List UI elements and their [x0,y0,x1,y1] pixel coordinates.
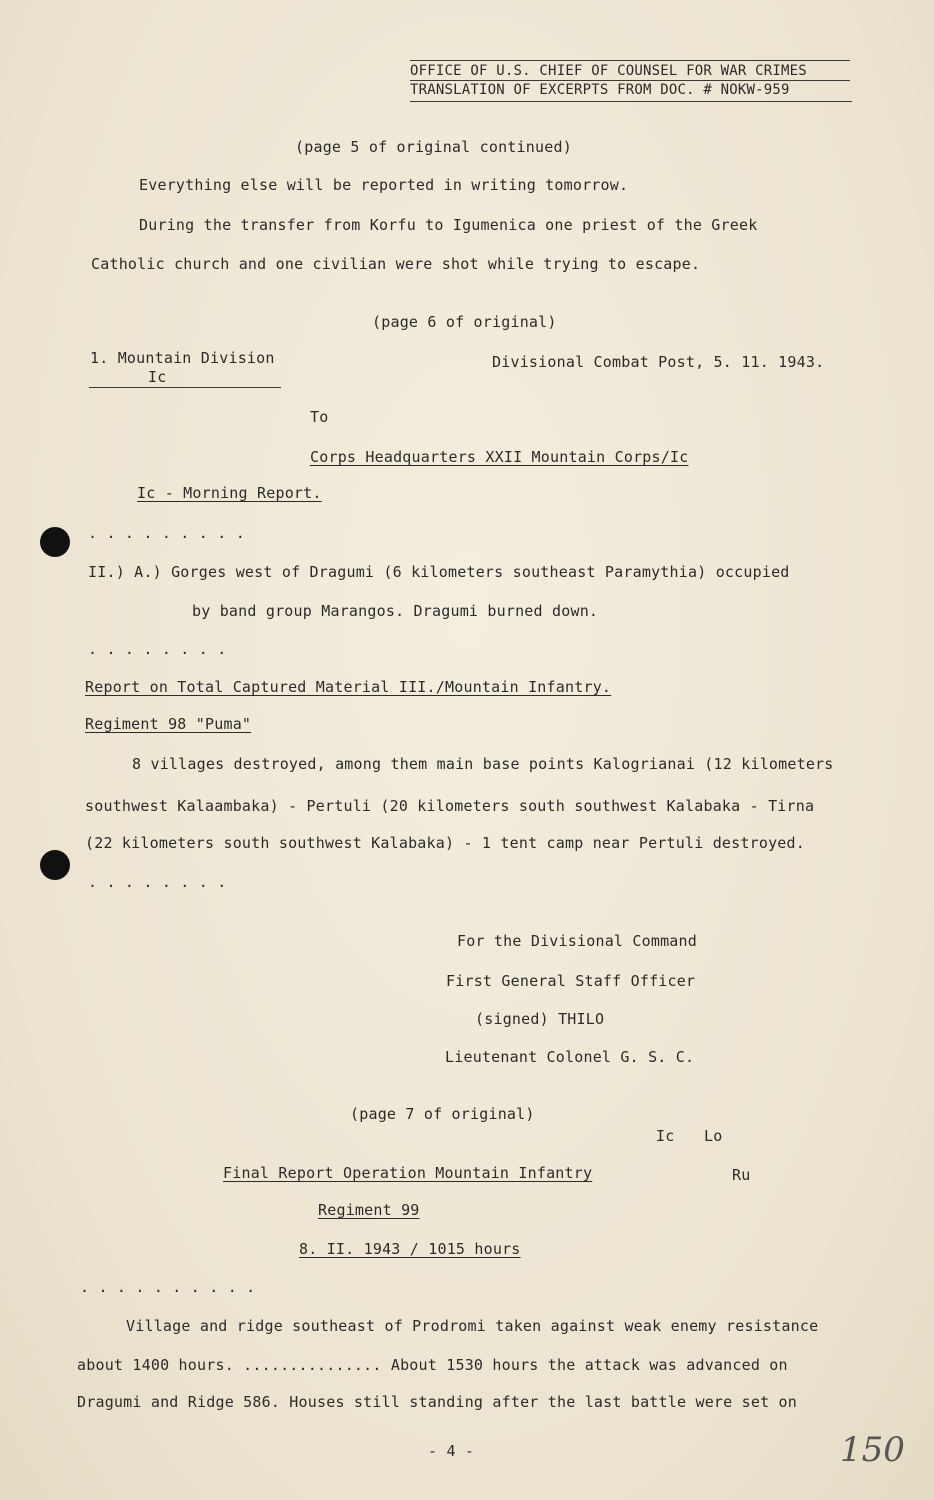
page-number: - 4 - [428,1442,475,1460]
distribution-ru: Ru [732,1166,751,1184]
regiment-99-title: Regiment 99 [318,1201,420,1219]
villages-line-2: southwest Kalaambaka) - Pertuli (20 kilometers south southwest Kalabaka - Tirna [85,797,815,815]
final-report-date: 8. II. 1943 / 1015 hours [299,1240,521,1258]
ellipsis-3: . . . . . . . . [88,873,227,891]
sender-section: Ic [148,368,167,386]
header-rule-mid [410,80,850,81]
recipient: Corps Headquarters XXII Mountain Corps/Ic [310,448,689,466]
punch-hole-top [40,527,70,557]
distribution-lo: Lo [704,1127,723,1145]
page-7-note: (page 7 of original) [350,1105,535,1123]
page-5-note: (page 5 of original continued) [295,138,572,156]
paragraph-2-line-2: Catholic church and one civilian were shot while trying to escape. [91,255,701,273]
header-rule-bottom [410,101,852,102]
villages-line-1: 8 villages destroyed, among them main base points Kalogrianai (12 kilometers [132,755,834,773]
regiment-98-title: Regiment 98 "Puma" [85,715,252,733]
signature-line-3: (signed) THILO [475,1010,605,1028]
punch-hole-bottom [40,850,70,880]
paragraph-1: Everything else will be reported in writing tomorrow. [139,176,629,194]
sender-rule [89,387,281,388]
final-line-1: Village and ridge southeast of Prodromi taken against weak enemy resistance [126,1317,819,1335]
paragraph-2-line-1: During the transfer from Korfu to Igumenica one priest of the Greek [139,216,758,234]
final-line-2: about 1400 hours. ............... About 1530 hours the attack was advanced on [77,1356,788,1374]
captured-material-title: Report on Total Captured Material III./Mountain Infantry. [85,678,612,696]
signature-line-2: First General Staff Officer [446,972,696,990]
signature-line-4: Lieutenant Colonel G. S. C. [445,1048,695,1066]
signature-line-1: For the Divisional Command [457,932,697,950]
sender-unit: 1. Mountain Division [90,349,275,367]
villages-line-3: (22 kilometers south southwest Kalabaka) - 1 tent camp near Pertuli destroyed. [85,834,805,852]
final-line-3: Dragumi and Ridge 586. Houses still standing after the last battle were set on [77,1393,797,1411]
ellipsis-2: . . . . . . . . [88,640,227,658]
handwritten-number: 150 [840,1430,905,1470]
to-label: To [310,408,329,426]
header-line-2: TRANSLATION OF EXCERPTS FROM DOC. # NOKW-959 [410,82,790,98]
distribution-ic: Ic [656,1127,675,1145]
item-ii-a-line-1: II.) A.) Gorges west of Dragumi (6 kilometers southeast Paramythia) occupied [88,563,790,581]
morning-report-title: Ic - Morning Report. [137,484,322,502]
header-rule-top [410,60,850,61]
header-line-1: OFFICE OF U.S. CHIEF OF COUNSEL FOR WAR CRIMES [410,63,807,79]
ellipsis-4: . . . . . . . . . . [80,1278,256,1296]
final-report-title: Final Report Operation Mountain Infantry [223,1164,593,1182]
combat-post-date: Divisional Combat Post, 5. 11. 1943. [492,353,825,371]
ellipsis-1: . . . . . . . . . [88,524,245,542]
page-6-note: (page 6 of original) [372,313,557,331]
item-ii-a-line-2: by band group Marangos. Dragumi burned down. [192,602,599,620]
